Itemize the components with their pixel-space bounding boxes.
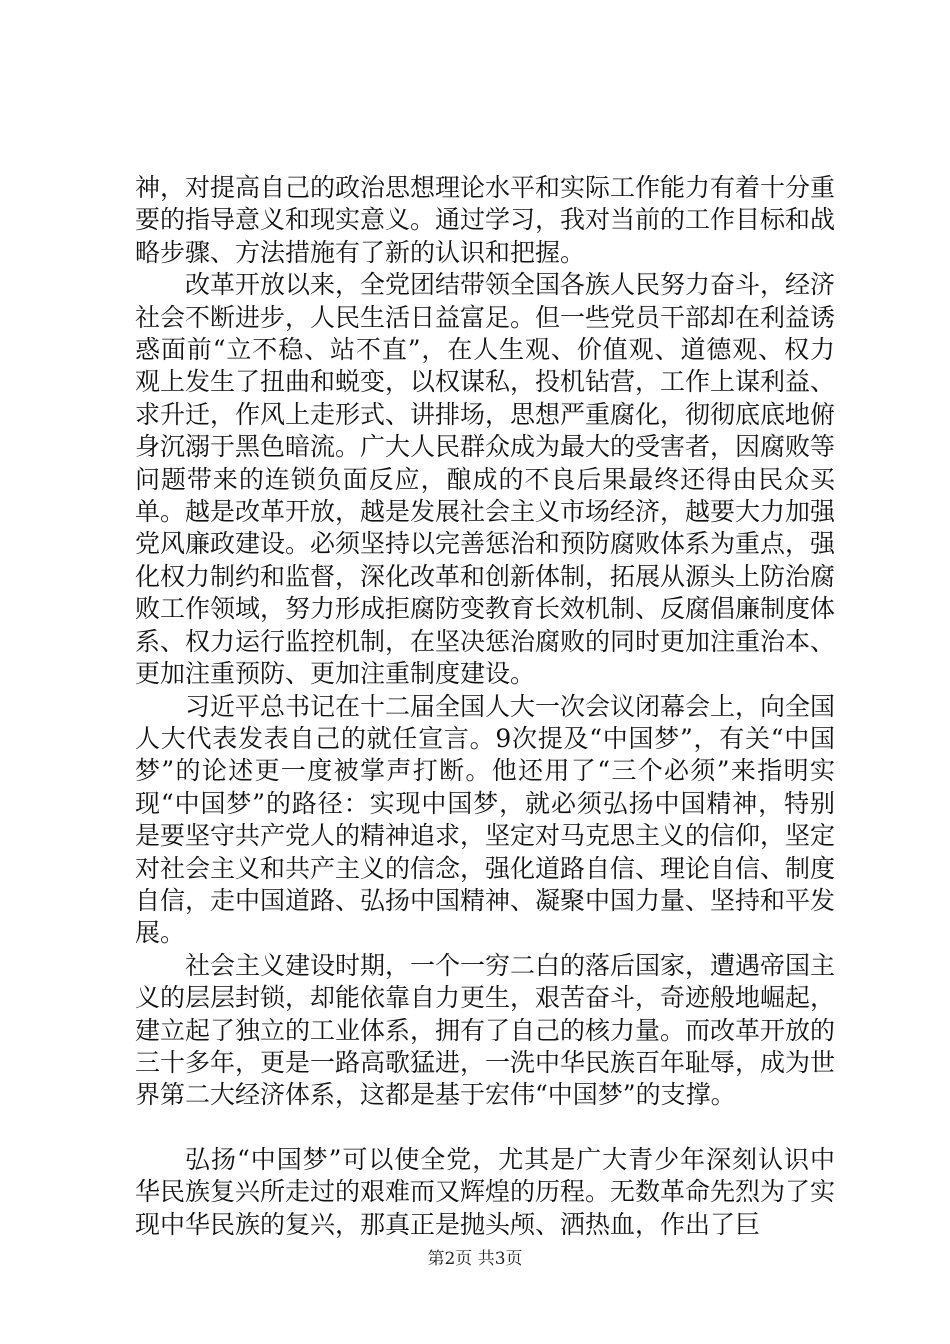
paragraph-continuation: 神，对提高自己的政治思想理论水平和实际工作能力有着十分重要的指导意义和现实意义。通过学习，我对当前的工作目标和战略步骤、方法措施有了新的认识和把握。 (135, 173, 836, 267)
paragraph-chinese-dream-speech: 习近平总书记在十二届全国人大一次会议闭幕会上，向全国人大代表发表自己的就任宣言。9次提及“中国梦”，有关“中国梦”的论述更一度被掌声打断。他还用了“三个必须”来指明实现“中国梦”的路径：实现中国梦，就必须弘扬中国精神，特别是要坚守共产党人的精神追求，坚定对马克思主义的信仰，坚定对社会主义和共产主义的信念，强化道路自信、理论自信、制度自信，走中国道路、弘扬中国精神、凝聚中国力量、坚持和平发展。 (135, 691, 836, 948)
page-number-footer: 第2页 共3页 (427, 1249, 523, 1269)
document-body (135, 172, 835, 1241)
paragraph-anti-corruption: 改革开放以来，全党团结带领全国各族人民努力奋斗，经济社会不断进步，人民生活日益富足。但一些党员干部却在利益诱惑面前“立不稳、站不直”，在人生观、价值观、道德观、权力观上发生了扭曲和蜕变，以权谋私，投机钻营，工作上谋利益、求升迁，作风上走形式、讲排场，思想严重腐化，彻彻底底地俯身沉溺于黑色暗流。广大人民群众成为最大的受害者，因腐败等问题带来的连锁负面反应，酿成的不良后果最终还得由民众买单。越是改革开放，越是发展社会主义市场经济，越要大力加强党风廉政建设。必须坚持以完善惩治和预防腐败体系为重点，强化权力制约和监督，深化改革和创新体制，拓展从源头上防治腐败工作领域，努力形成拒腐防变教育长效机制、反腐倡廉制度体系、权力运行监控机制，在坚决惩治腐败的同时更加注重治本、更加注重预防、更加注重制度建设。 (135, 270, 836, 689)
paragraph-socialist-construction: 社会主义建设时期，一个一穷二白的落后国家，遭遇帝国主义的层层封锁，却能依靠自力更生，艰苦奋斗，奇迹般地崛起，建立起了独立的工业体系，拥有了自己的核力量。而改革开放的三十多年，更是一路高歌猛进，一洗中华民族百年耻辱，成为世界第二大经济体系，这都是基于宏伟“中国梦”的支撑。 (135, 950, 836, 1110)
paragraph-promote-chinese-dream: 弘扬“中国梦”可以使全党，尤其是广大青少年深刻认识中华民族复兴所走过的艰难而又辉煌的历程。无数革命先烈为了实现中华民族的复兴，那真正是抛头颅、洒热血，作出了巨 (135, 1144, 836, 1239)
